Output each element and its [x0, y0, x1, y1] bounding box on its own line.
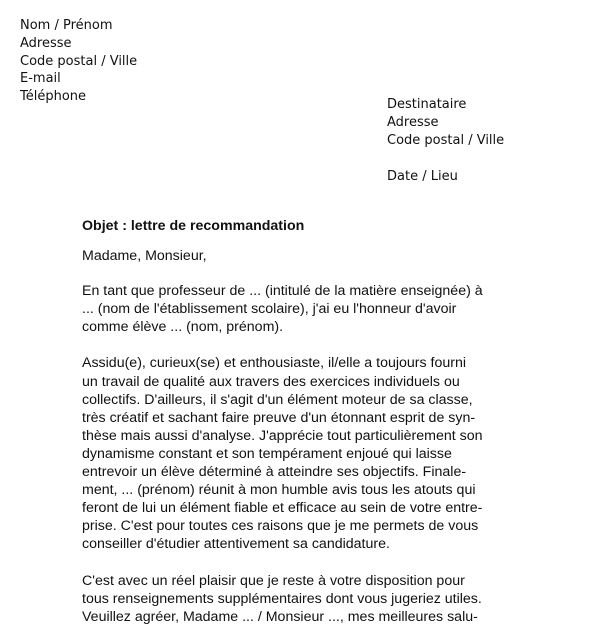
sender-block: [20, 17, 137, 106]
sender-postal-city: Code postal / Ville: [20, 53, 138, 69]
sender-email: E-mail: [20, 71, 61, 87]
letter-body: [82, 217, 522, 644]
paragraph-line: un travail de qualité aux travers des exercices individuels ou: [82, 373, 460, 390]
paragraph-introduction: [82, 282, 522, 336]
paragraph-recommendation: [82, 354, 522, 553]
paragraph-line: ... (nom de l'établissement scolaire), j'ai eu l'honneur d'avoir: [82, 301, 457, 318]
paragraph-line: dynamisme constant et son tempérament enjoué qui laisse: [82, 445, 452, 462]
paragraph-line: feront de lui un élément fiable et efficace au sein de votre entre-: [82, 500, 483, 517]
paragraph-closing: [82, 572, 522, 626]
paragraph-line: thèse mais aussi d'analyse. J'apprécie tout particulièrement son: [82, 427, 483, 444]
paragraph-line: En tant que professeur de ... (intitulé de la matière enseignée) à: [82, 283, 483, 300]
paragraph-line: conseiller d'étudier attentivement sa candidature.: [82, 536, 390, 553]
sender-phone: Téléphone: [20, 89, 87, 105]
sender-address: Adresse: [20, 35, 72, 51]
recipient-address: Adresse: [387, 115, 439, 130]
letter-salutation: Madame, Monsieur,: [82, 248, 207, 265]
recipient-postal-city: Code postal / Ville: [387, 133, 505, 148]
date-place: Date / Lieu: [387, 169, 458, 184]
paragraph-line: entrevoir un élève déterminé à atteindre ses objectifs. Finale-: [82, 464, 467, 481]
paragraph-line: tous renseignements supplémentaires dont vous jugeriez utiles.: [82, 590, 482, 607]
paragraph-line: très créatif et sachant faire preuve d'un étonnant esprit de syn-: [82, 409, 476, 426]
recipient-name: Destinataire: [387, 97, 467, 112]
paragraph-line: prise. C'est pour toutes ces raisons que je me permets de vous: [82, 518, 479, 535]
paragraph-line: ment, ... (prénom) réunit à mon humble avis tous les atouts qui: [82, 482, 476, 499]
paragraph-line: comme élève ... (nom, prénom).: [82, 319, 284, 336]
paragraph-line: Assidu(e), curieux(se) et enthousiaste, il/elle a toujours fourni: [82, 355, 467, 372]
letter-subject: Objet : lettre de recommandation: [82, 218, 305, 234]
paragraph-line: collectifs. D'ailleurs, il s'agit d'un élément moteur de sa classe,: [82, 391, 473, 408]
paragraph-line: C'est avec un réel plaisir que je reste à votre disposition pour: [82, 572, 465, 589]
sender-name: Nom / Prénom: [20, 18, 113, 33]
recipient-block: [387, 96, 504, 186]
paragraph-line: Veuillez agréer, Madame ... / Monsieur ..., mes meilleures salu-: [82, 608, 478, 625]
